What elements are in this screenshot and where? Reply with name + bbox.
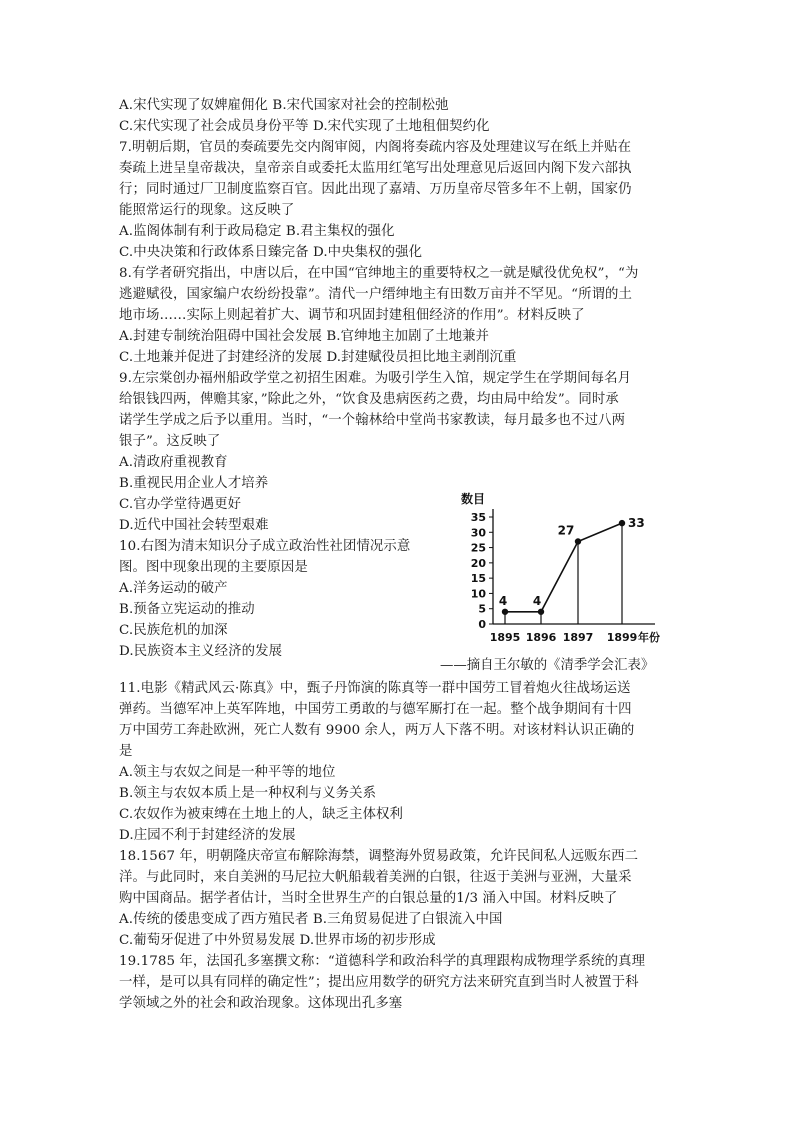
text-line: A.领主与农奴之间是一种平等的地位	[119, 765, 336, 780]
y-tick-label: 30	[470, 526, 486, 540]
text-line: 能照常运行的现象。这反映了	[119, 203, 295, 218]
text-line: 逃避赋役，国家编户农纷纷投靠”。清代一户缙绅地主有田数万亩并不罕见。“所谓的土	[119, 287, 633, 302]
x-tick-label: 1899	[606, 631, 638, 644]
y-axis-label: 数目	[461, 492, 486, 506]
text-line: A.传统的倭患变成了西方殖民者 B.三角贸易促进了白银流入中国	[119, 912, 503, 927]
text-line: C.农奴作为被束缚在土地上的人，缺乏主体权利	[119, 807, 404, 822]
text-line: 行；同时通过厂卫制度监察百官。因此出现了嘉靖、万历皇帝尽管多年不上朝，国家仍	[119, 182, 632, 197]
y-tick-label: 10	[470, 587, 486, 601]
text-line: 18.1567 年，明朝隆庆帝宣布解除海禁，调整海外贸易政策，允许民间私人远贩东西二	[119, 849, 639, 864]
text-line: B.重视民用企业人才培养	[119, 476, 269, 491]
text-line: 8.有学者研究指出，中唐以后，在中国“官绅地主的重要特权之一就是赋役优免权”，“为	[119, 266, 639, 281]
y-tick-label: 0	[478, 618, 486, 631]
text-line: 给银钱四两，俾赡其家，”除此之外，“饮食及患病医药之费，均由局中给发”。同时承	[119, 392, 619, 407]
text-line: 19.1785 年，法国孔多塞撰文称：“道德科学和政治科学的真理跟构成物理学系统的真理	[119, 954, 646, 969]
text-line: C.土地兼并促进了封建经济的发展 D.封建赋役员担比地主剥削沉重	[119, 350, 517, 365]
text-line: 11.电影《精武风云·陈真》中，甄子丹饰演的陈真等一群中国劳工冒着炮火往战场运送	[119, 681, 631, 696]
text-line: D.庄园不利于封建经济的发展	[119, 828, 296, 843]
text-line: C.中央决策和行政体系日臻完备 D.中央集权的强化	[119, 245, 423, 260]
text-line: 万中国劳工奔赴欧洲，死亡人数有 9900 余人，两万人下落不明。对该材料认识正确的	[119, 723, 635, 738]
data-point	[619, 520, 625, 526]
text-line: 购中国商品。据学者估计，当时全世界生产的白银总量的1/3 涌入中国。材料反映了	[119, 891, 618, 906]
text-line: 诺学生学成之后予以重用。当时，“一个翰林给中堂尚书家教读，每月最多也不过八两	[119, 413, 626, 428]
text-line: C.民族危机的加深	[119, 623, 228, 638]
text-line: B.领主与农奴本质上是一种权利与义务关系	[119, 786, 377, 801]
text-line: 银子”。这反映了	[119, 434, 221, 449]
x-axis-label: 年份	[638, 631, 660, 644]
text-line: A.监阁体制有利于政局稳定 B.君主集权的强化	[119, 224, 395, 239]
data-point	[502, 609, 508, 615]
text-line: A.洋务运动的破产	[119, 581, 228, 596]
text-line: 10.右图为清末知识分子成立政治性社团情况示意	[119, 539, 411, 554]
text-line: A.宋代实现了奴婢雇佣化 B.宋代国家对社会的控制松弛	[119, 98, 449, 113]
data-point	[538, 609, 544, 615]
y-tick-label: 25	[470, 541, 486, 555]
text-line: D.民族资本主义经济的发展	[119, 644, 283, 659]
text-line: 图。图中现象出现的主要原因是	[119, 560, 308, 575]
data-label: 27	[557, 523, 575, 538]
text-line: A.封建专制统治阻碍中国社会发展 B.官绅地主加剧了土地兼并	[119, 329, 490, 344]
y-tick-label: 5	[478, 602, 486, 616]
text-line: C.宋代实现了社会成员身份平等 D.宋代实现了土地租佃契约化	[119, 119, 490, 134]
chart-source-note: ——摘自王尔敏的《清季学会汇表》	[440, 658, 655, 673]
text-line: 是	[119, 744, 133, 759]
text-line: A.清政府重视教育	[119, 455, 228, 470]
x-tick-label: 1897	[562, 631, 594, 644]
text-line: 弹药。当德军冲上英军阵地，中国劳工勇敢的与德军厮打在一起。整个战争期间有十四	[119, 702, 632, 717]
x-tick-label: 1896	[525, 631, 557, 644]
text-line: 7.明朝后期，官员的奏疏要先交内阁审阅，内阁将奏疏内容及处理建议写在纸上并贴在	[119, 140, 632, 155]
y-tick-label: 35	[470, 511, 486, 524]
text-line: C.葡萄牙促进了中外贸易发展 D.世界市场的初步形成	[119, 933, 436, 948]
x-tick-label: 1895	[489, 631, 521, 644]
text-line: 一样，是可以具有同样的确定性”；提出应用数学的研究方法来研究直到当时人被置于科	[119, 975, 639, 990]
text-line: 9.左宗棠创办福州船政学堂之初招生困难。为吸引学生入馆，规定学生在学期间每名月	[119, 371, 632, 386]
text-line: 洋。与此同时，来自美洲的马尼拉大帆船载着美洲的白银，往返于美洲与亚洲，大量采	[119, 870, 632, 885]
text-line: 奏疏上进呈皇帝裁决，皇帝亲自或委托太监用红笔写出处理意见后返回内阁下发六部执	[119, 161, 632, 176]
society-count-chart	[455, 487, 673, 657]
text-line: 地市场……实际上则起着扩大、调节和巩固封建租佃经济的作用”。材料反映了	[119, 308, 585, 323]
text-line: B.预备立宪运动的推动	[119, 602, 255, 617]
data-label: 4	[532, 593, 542, 608]
text-line: C.官办学堂待遇更好	[119, 497, 242, 512]
data-label: 4	[498, 593, 508, 608]
data-point	[575, 538, 581, 544]
text-line: 学领域之外的社会和政治现象。这体现出孔多塞	[119, 996, 403, 1011]
y-tick-label: 15	[470, 572, 486, 586]
y-tick-label: 20	[470, 556, 486, 570]
data-label: 33	[628, 516, 645, 531]
text-line: D.近代中国社会转型艰难	[119, 518, 269, 533]
